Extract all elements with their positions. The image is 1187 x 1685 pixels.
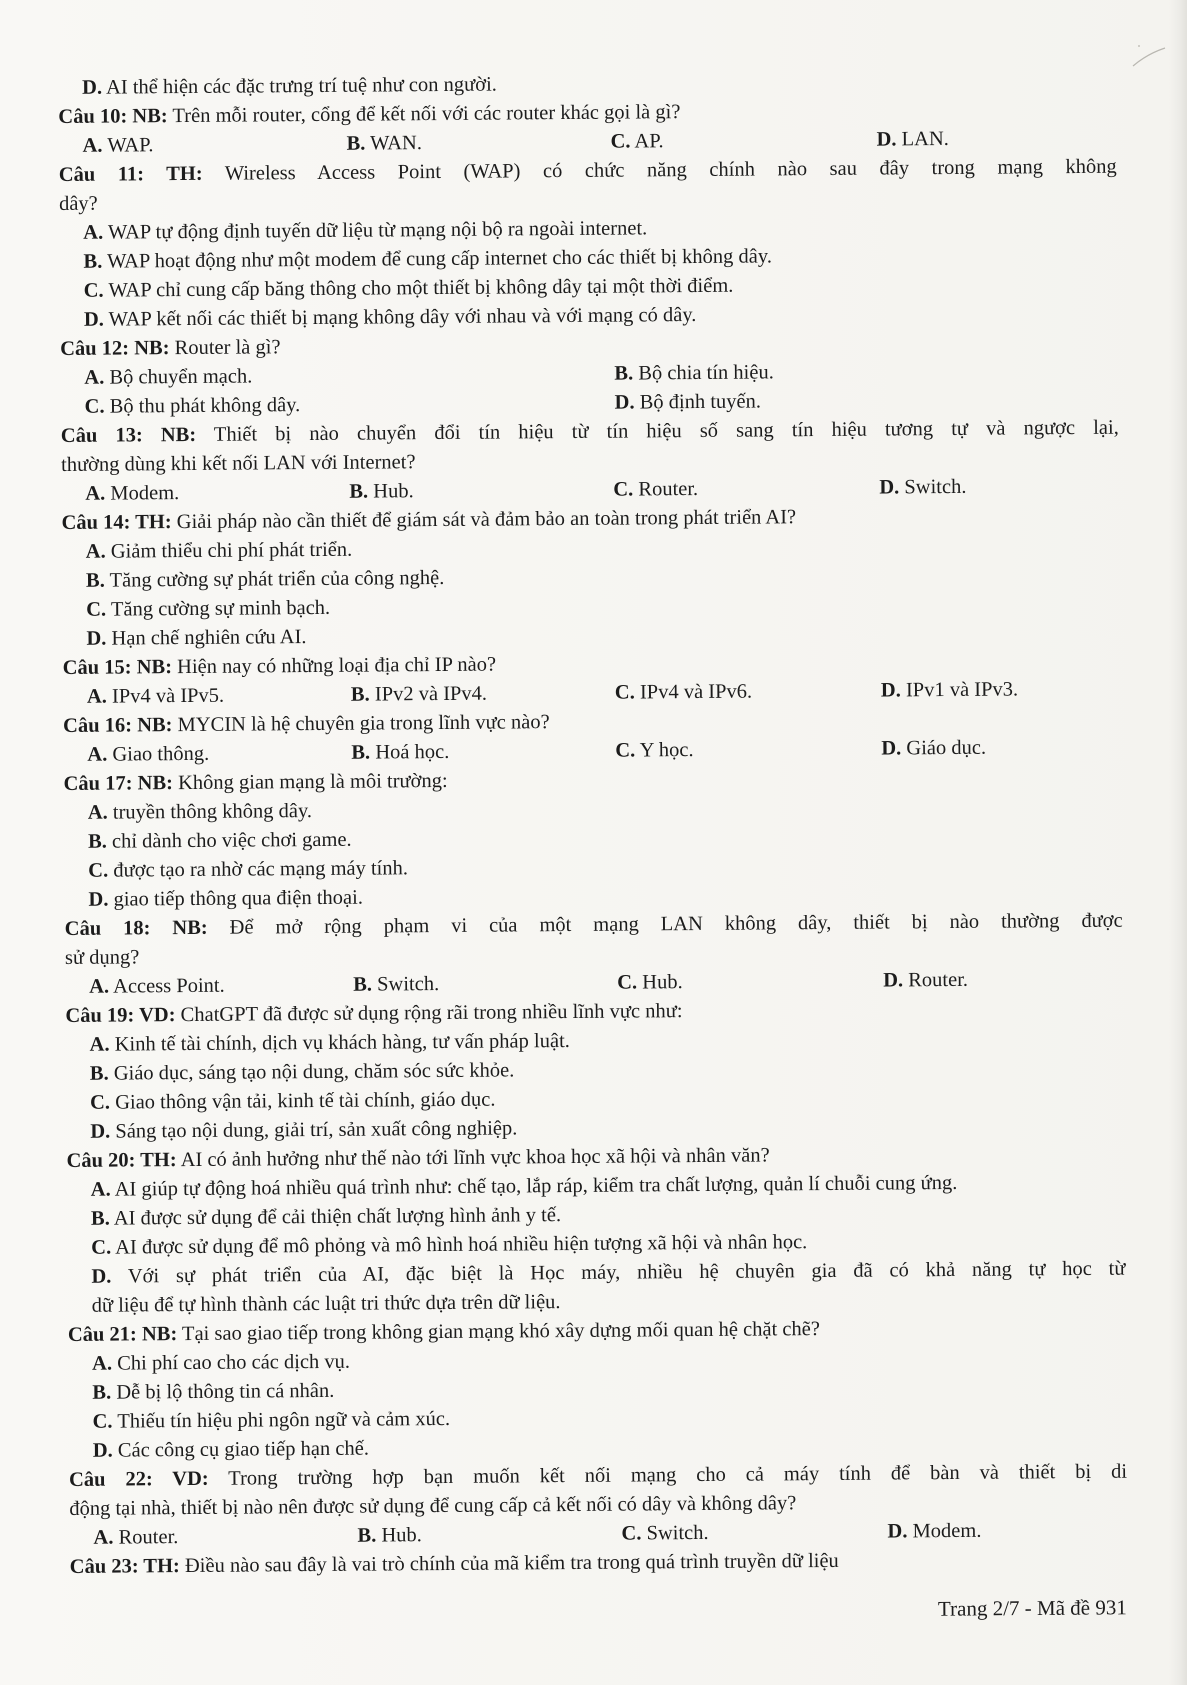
option-text: Các công cụ giao tiếp hạn chế. [117, 1437, 369, 1462]
option-text: Dễ bị lộ thông tin cá nhân. [116, 1379, 335, 1404]
option-letter: D. [881, 737, 902, 760]
question-block [65, 907, 1124, 1002]
question-text-continued: sử dụng? [64, 946, 140, 969]
question-text: Router là gì? [174, 336, 281, 360]
option-text: IPv2 và IPv4. [374, 682, 488, 706]
option-letter: D. [91, 1265, 112, 1288]
answer-option [614, 355, 1142, 388]
answer-option [351, 737, 615, 768]
option-letter: C. [610, 130, 631, 153]
option-text: Switch. [646, 1521, 709, 1545]
answer-option [610, 126, 876, 157]
option-text: Tăng cường sự minh bạch. [110, 596, 331, 621]
answer-option [613, 474, 879, 505]
question-block [59, 153, 1118, 335]
option-text: Router. [908, 968, 969, 992]
option-letter: C. [89, 1091, 111, 1114]
option-text: WAN. [370, 132, 423, 155]
option-text: Sáng tạo nội dung, giải trí, sản xuất công nghiệp. [115, 1117, 518, 1143]
option-text: Y học. [639, 739, 694, 762]
option-text: Router. [118, 1526, 179, 1549]
option-letter: A. [89, 1033, 110, 1056]
option-letter: B. [85, 569, 105, 592]
question-label: Câu 14: TH: [61, 511, 172, 534]
answer-option [881, 732, 1145, 763]
option-text: Với sự phát triển của AI, đặc biệt là Học máy, nhiều hệ chuyên gia đã có khả năng tự học từ [127, 1257, 1126, 1288]
answer-option [879, 471, 1143, 502]
option-text: Hub. [642, 971, 683, 994]
option-letter: B. [346, 132, 366, 155]
question-text-continued: dây? [58, 192, 98, 215]
question-text: AI có ảnh hưởng như thế nào tới lĩnh vực khoa học xã hội và nhân văn? [180, 1144, 770, 1172]
option-letter: A. [87, 801, 108, 824]
answer-option [615, 735, 881, 766]
option-text: AI được sử dụng để cải thiện chất lượng hình ảnh y tế. [113, 1204, 562, 1230]
option-letter: D. [880, 679, 901, 702]
option-letter: D. [83, 308, 104, 331]
option-text: Switch. [377, 973, 440, 996]
answer-option [617, 967, 883, 998]
option-text: Switch. [904, 475, 967, 499]
scan-edge-shadow [1169, 0, 1187, 1685]
question-block [61, 501, 1120, 654]
option-letter: A. [85, 482, 106, 505]
option-text: Bộ thu phát không dây. [109, 394, 301, 418]
option-letter: A. [92, 1352, 113, 1375]
question-text: Trên mỗi router, cổng để kết nối với các router khác gọi là gì? [172, 101, 681, 128]
option-text: Bộ chia tín hiệu. [638, 361, 774, 385]
option-letter: B. [90, 1207, 110, 1230]
question-label: Câu 12: NB: [60, 337, 170, 360]
option-text: Hub. [373, 480, 414, 503]
answer-option [621, 1518, 887, 1549]
question-text: Không gian mạng là môi trường: [177, 769, 448, 795]
question-text: Tại sao giao tiếp trong không gian mạng khó xây dựng mối quan hệ chặt chẽ? [181, 1318, 820, 1346]
answer-option [353, 969, 617, 1000]
answer-option [881, 674, 1145, 705]
answer-option [85, 389, 615, 422]
question-block [60, 327, 1119, 422]
option-letter: D. [88, 888, 109, 911]
answer-option [87, 681, 351, 712]
option-letter: B. [357, 1524, 377, 1547]
options-grid [84, 356, 1118, 422]
option-letter: B. [353, 973, 373, 996]
option-text: IPv4 và IPv5. [111, 684, 225, 708]
option-letter: C. [88, 859, 109, 882]
question-label: Câu 16: NB: [63, 714, 173, 737]
option-text: Modem. [912, 1519, 982, 1543]
answer-option [351, 679, 615, 710]
question-block [61, 414, 1120, 509]
exam-content [58, 66, 1128, 1582]
question-label: Câu 13: NB: [60, 423, 197, 447]
option-text: giao tiếp thông qua điện thoại. [113, 886, 364, 911]
option-text: LAN. [901, 128, 949, 151]
question-block [69, 1458, 1128, 1553]
option-text: Chi phí cao cho các dịch vụ. [117, 1350, 351, 1375]
option-text: AI thể hiện các đặc trưng trí tuệ như con người. [105, 73, 497, 99]
answer-option [82, 130, 346, 161]
option-letter: D. [883, 969, 904, 992]
page-footer: Trang 2/7 - Mã đề 931 [938, 1595, 1128, 1621]
option-letter: C. [92, 1410, 113, 1433]
question-text: Trong trường hợp bạn muốn kết nối mạng cho cả máy tính để bàn và thiết bị di [228, 1460, 1128, 1490]
question-label: Câu 10: NB: [58, 105, 168, 128]
question-label: Câu 18: NB: [64, 916, 208, 940]
option-text: AI giúp tự động hoá nhiều quá trình như: chế tạo, lắp ráp, kiểm tra chất lượng, quản lí chuỗi cung ứng. [114, 1171, 958, 1201]
option-letter: B. [614, 362, 634, 385]
option-text: Giảm thiểu chi phí phát triển. [110, 538, 353, 563]
question-block [68, 1313, 1127, 1466]
answer-option [887, 1515, 1151, 1546]
option-letter: B. [92, 1381, 112, 1404]
option-text: WAP tự động định tuyến dữ liệu từ mạng nội bộ ra ngoài internet. [107, 217, 648, 244]
option-letter: D. [887, 1520, 908, 1543]
option-text: Giao thông vận tải, kinh tế tài chính, giáo dục. [115, 1088, 496, 1114]
answer-option [85, 478, 349, 509]
option-letter: A. [93, 1526, 114, 1549]
option-letter: C. [91, 1236, 112, 1259]
question-label: Câu 15: NB: [62, 656, 173, 679]
answer-option [876, 124, 1140, 155]
question-label: Câu 20: TH: [66, 1149, 177, 1172]
option-letter: C. [621, 1522, 642, 1545]
option-letter: A. [89, 975, 110, 998]
option-text: Tăng cường sự phát triển của công nghệ. [109, 566, 445, 592]
answer-option [349, 476, 613, 507]
option-text-continued: dữ liệu để tự hình thành các luật tri thức dựa trên dữ liệu. [91, 1291, 561, 1317]
question-label: Câu 19: VD: [65, 1004, 176, 1027]
answer-option [346, 128, 610, 159]
option-letter: C. [86, 598, 107, 621]
option-letter: A. [86, 685, 107, 708]
option-text: Bộ chuyển mạch. [109, 365, 253, 389]
question-text: Thiết bị nào chuyển đổi tín hiệu từ tín hiệu số sang tín hiệu tương tự và ngược lại, [213, 416, 1119, 446]
answer-option [93, 1522, 357, 1553]
option-letter: C. [615, 739, 636, 762]
question-block [58, 95, 1116, 161]
question-block [66, 1139, 1125, 1321]
option-text: được tạo ra nhờ các mạng máy tính. [113, 857, 409, 882]
answer-option [883, 964, 1147, 995]
option-letter: D. [82, 76, 103, 99]
option-letter: A. [85, 540, 106, 563]
option-letter: D. [90, 1120, 111, 1143]
option-text: WAP. [107, 134, 154, 157]
option-text: Giao thông. [112, 742, 210, 766]
option-text: Modem. [110, 482, 180, 505]
option-letter: C. [83, 279, 104, 302]
option-text: Bộ định tuyến. [639, 390, 762, 414]
question-text-continued: động tại nhà, thiết bị nào nên được sử dụng để cung cấp cả kết nối có dây và không dây? [69, 1492, 797, 1520]
question-block [63, 762, 1122, 915]
option-text: AI được sử dụng để mô phỏng và mô hình hoá nhiều hiện tượng xã hội và nhân học. [115, 1231, 808, 1259]
option-letter: B. [83, 250, 103, 273]
option-text: Thiếu tín hiệu phi ngôn ngữ và cảm xúc. [117, 1407, 451, 1433]
question-label: Câu 23: TH: [69, 1555, 180, 1578]
question-label: Câu 17: NB: [63, 772, 174, 795]
option-text: IPv1 và IPv3. [905, 678, 1019, 702]
option-text: WAP hoạt động như một modem để cung cấp internet cho các thiết bị không dây. [106, 245, 772, 273]
option-text: Hub. [381, 1524, 422, 1547]
question-block [63, 646, 1121, 712]
option-text: Giáo dục. [906, 736, 987, 760]
option-text: Kinh tế tài chính, dịch vụ khách hàng, tư vấn pháp luật. [114, 1030, 570, 1056]
question-text: MYCIN là hệ chuyên gia trong lĩnh vực nào? [177, 711, 550, 737]
question-block [65, 994, 1124, 1147]
option-text: Hoá học. [375, 740, 450, 764]
answer-option [357, 1520, 621, 1551]
option-letter: C. [614, 681, 635, 704]
option-text: WAP kết nối các thiết bị mạng không dây với nhau và với mạng có dây. [108, 303, 697, 331]
option-letter: B. [350, 683, 370, 706]
option-letter: D. [92, 1439, 113, 1462]
answer-option [615, 677, 881, 708]
answer-option [89, 971, 353, 1002]
question-label: Câu 11: TH: [58, 162, 203, 186]
option-letter: C. [617, 971, 638, 994]
question-text-continued: thường dùng khi kết nối LAN với Internet? [60, 451, 416, 476]
question-text: Điều nào sau đây là vai trò chính của mã kiểm tra trong quá trình truyền dữ liệu [184, 1549, 839, 1578]
option-letter: D. [614, 391, 635, 414]
option-text: AP. [634, 130, 664, 153]
question-text: Wireless Access Point (WAP) có chức năng chính nào sau đây trong mạng không [224, 155, 1117, 185]
option-letter: D. [879, 476, 900, 499]
option-letter: A. [82, 134, 103, 157]
scan-mark [1129, 40, 1169, 70]
option-letter: C. [84, 395, 105, 418]
option-letter: A. [87, 743, 108, 766]
option-letter: A. [84, 366, 105, 389]
question-text: ChatGPT đã được sử dụng rộng rãi trong nhiều lĩnh vực như: [180, 1000, 683, 1027]
answer-option [87, 739, 351, 770]
option-text: Giáo dục, sáng tạo nội dung, chăm sóc sức khỏe. [113, 1059, 515, 1085]
answer-option [84, 360, 614, 393]
option-letter: D. [876, 128, 897, 151]
option-text: WAP chỉ cung cấp băng thông cho một thiết bị không dây tại một thời điểm. [108, 274, 734, 302]
option-letter: B. [89, 1062, 109, 1085]
question-label: Câu 21: NB: [67, 1323, 178, 1346]
option-letter: D. [86, 627, 107, 650]
option-text: IPv4 và IPv6. [639, 680, 753, 704]
option-letter: B. [351, 741, 371, 764]
question-text: Hiện nay có những loại địa chỉ IP nào? [177, 653, 497, 679]
option-text: chỉ dành cho việc chơi game. [111, 828, 352, 853]
option-letter: A. [83, 221, 104, 244]
option-text: Access Point. [113, 974, 225, 998]
option-letter: A. [90, 1178, 111, 1201]
option-letter: C. [613, 478, 634, 501]
option-text: Hạn chế nghiên cứu AI. [111, 626, 307, 650]
question-text: Giải pháp nào cần thiết để giám sát và đảm bảo an toàn trong phát triển AI? [176, 506, 797, 534]
option-letter: B. [87, 830, 107, 853]
option-text: Router. [638, 477, 699, 501]
option-letter: B. [349, 480, 369, 503]
option-text: truyền thông không dây. [112, 800, 313, 824]
question-block [63, 704, 1121, 770]
question-label: Câu 22: VD: [68, 1467, 209, 1491]
answer-option [614, 384, 1142, 417]
question-text: Để mở rộng phạm vi của một mạng LAN không dây, thiết bị nào thường được [229, 909, 1123, 939]
